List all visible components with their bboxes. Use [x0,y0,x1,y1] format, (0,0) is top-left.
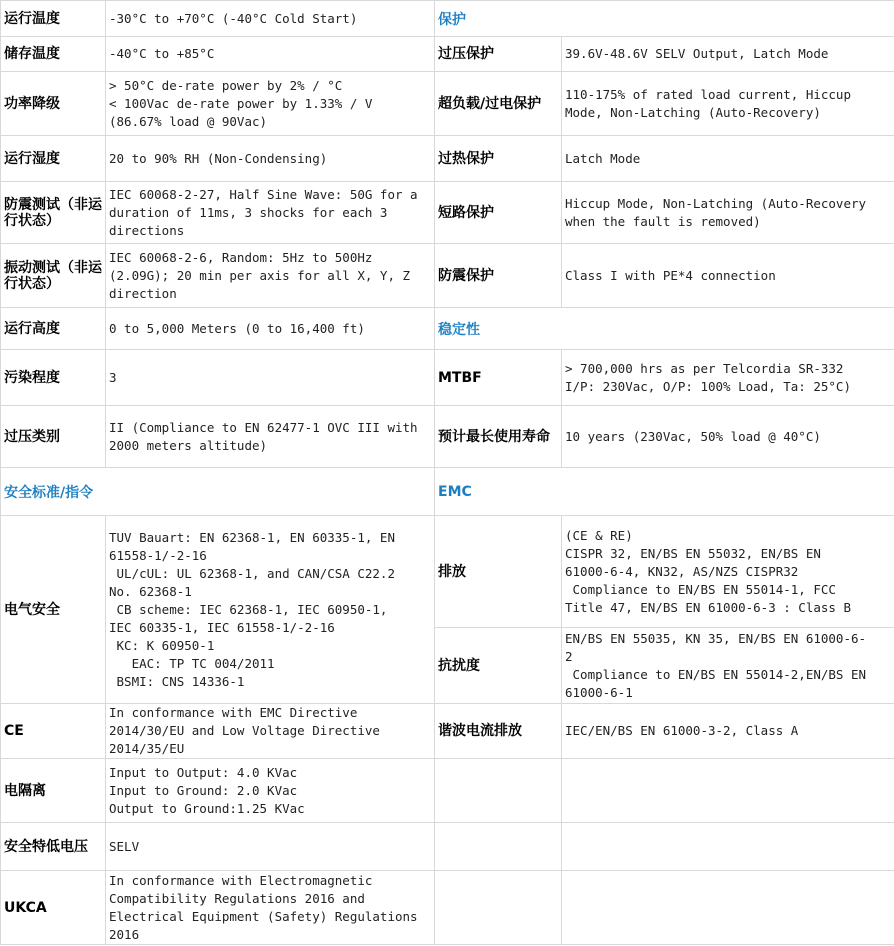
spec-row-ukca [1,871,894,945]
electrical-safety-line: TUV Bauart: EN 62368-1, EN 60335-1, EN [109,529,395,545]
spec-row-derating [1,72,894,136]
overvoltage-protection-value: 39.6V-48.6V SELV Output, Latch Mode [562,37,894,72]
harmonic-current-label: 谐波电流排放 [435,704,562,759]
pollution-label: 污染程度 [1,350,106,406]
spec-row-isolation [1,759,894,823]
emc-section-heading: EMC [435,468,894,516]
storage-temp-label: 储存温度 [1,37,106,72]
storage-temp-value: -40°C to +85°C [106,37,435,72]
electrical-safety-value [106,516,435,704]
harmonic-current-value: IEC/EN/BS EN 61000-3-2, Class A [562,704,894,759]
immunity-line: 2 [565,648,573,664]
spec-row-vibration-test [1,244,894,308]
electrical-safety-line: 61558-1/-2-16 [109,547,207,563]
isolation-value [106,759,435,823]
spec-row-section-headings [1,468,894,516]
derating-line: (86.67% load @ 90Vac) [109,113,268,129]
isolation-line: Input to Output: 4.0 KVac [109,764,298,780]
mtbf-line: I/P: 230Vac, O/P: 100% Load, Ta: 25°C) [565,378,851,394]
mtbf-value [562,350,894,406]
spec-row-shock-test [1,182,894,244]
vibration-test-value: IEC 60068-2-6, Random: 5Hz to 500Hz (2.09G); 20 min per axis for all X, Y, Z direction [106,244,435,308]
ce-value: In conformance with EMC Directive 2014/30/EU and Low Voltage Directive 2014/35/EU [106,704,435,759]
emission-line: Title 47, EN/BS EN 61000-6-3 : Class B [565,599,851,615]
spec-row-selv [1,823,894,871]
empty-cell [562,871,894,945]
immunity-label: 抗扰度 [435,628,562,704]
spec-row-overvoltage-category [1,406,894,468]
electrical-safety-line: KC: K 60950-1 [109,637,215,653]
protection-section-heading: 保护 [435,1,894,37]
spec-row-altitude [1,308,894,350]
overvoltage-category-value: II (Compliance to EN 62477-1 OVC III with 2000 meters altitude) [106,406,435,468]
empty-cell [435,871,562,945]
isolation-label: 电隔离 [1,759,106,823]
spec-row-operating-temp [1,1,894,37]
empty-cell [435,823,562,871]
vibration-test-label: 振动测试（非运行状态） [1,244,106,308]
overload-protection-label: 超负载/过电保护 [435,72,562,136]
immunity-line: EN/BS EN 55035, KN 35, EN/BS EN 61000-6- [565,630,867,646]
short-circuit-protection-value: Hiccup Mode, Non-Latching (Auto-Recovery when the fault is removed) [562,182,894,244]
overload-protection-value: 110-175% of rated load current, Hiccup Mode, Non-Latching (Auto-Recovery) [562,72,894,136]
lifetime-value: 10 years (230Vac, 50% load @ 40°C) [562,406,894,468]
empty-cell [562,823,894,871]
emission-line: CISPR 32, EN/BS EN 55032, EN/BS EN [565,545,821,561]
ukca-label: UKCA [1,871,106,945]
electrical-safety-line: BSMI: CNS 14336-1 [109,673,245,689]
derating-line: < 100Vac de-rate power by 1.33% / V [109,95,373,111]
overtemp-protection-value: Latch Mode [562,136,894,182]
shock-protection-label: 防震保护 [435,244,562,308]
selv-value: SELV [106,823,435,871]
mtbf-line: > 700,000 hrs as per Telcordia SR-332 [565,360,844,376]
shock-protection-value: Class I with PE*4 connection [562,244,894,308]
spec-row-storage-temp [1,37,894,72]
emission-value [562,516,894,628]
overvoltage-protection-label: 过压保护 [435,37,562,72]
immunity-value [562,628,894,704]
pollution-value: 3 [106,350,435,406]
selv-label: 安全特低电压 [1,823,106,871]
shock-test-label: 防震测试（非运行状态） [1,182,106,244]
humidity-label: 运行湿度 [1,136,106,182]
derating-value [106,72,435,136]
overvoltage-category-label: 过压类别 [1,406,106,468]
spec-row-humidity [1,136,894,182]
ukca-value: In conformance with Electromagnetic Compatibility Regulations 2016 and Electrical Equipment (Safety) Regulations 2016 [106,871,435,945]
overtemp-protection-label: 过热保护 [435,136,562,182]
altitude-value: 0 to 5,000 Meters (0 to 16,400 ft) [106,308,435,350]
isolation-line: Input to Ground: 2.0 KVac [109,782,298,798]
safety-section-heading: 安全标准/指令 [1,468,435,516]
emission-line: 61000-6-4, KN32, AS/NZS CISPR32 [565,563,799,579]
reliability-section-heading: 稳定性 [435,308,894,350]
derating-line: > 50°C de-rate power by 2% / °C [109,77,343,93]
empty-cell [435,759,562,823]
shock-test-value: IEC 60068-2-27, Half Sine Wave: 50G for a duration of 11ms, 3 shocks for each 3 directions [106,182,435,244]
operating-temp-value: -30°C to +70°C (-40°C Cold Start) [106,1,435,37]
electrical-safety-line: No. 62368-1 [109,583,192,599]
emission-line: (CE & RE) [565,527,633,543]
isolation-line: Output to Ground:1.25 KVac [109,800,305,816]
immunity-line: 61000-6-1 [565,684,633,700]
empty-cell [562,759,894,823]
electrical-safety-label: 电气安全 [1,516,106,704]
humidity-value: 20 to 90% RH (Non-Condensing) [106,136,435,182]
spec-row-ce [1,704,894,759]
immunity-line: Compliance to EN/BS EN 55014-2,EN/BS EN [565,666,867,682]
derating-label: 功率降级 [1,72,106,136]
altitude-label: 运行高度 [1,308,106,350]
ce-label: CE [1,704,106,759]
short-circuit-protection-label: 短路保护 [435,182,562,244]
spec-row-pollution [1,350,894,406]
operating-temp-label: 运行温度 [1,1,106,37]
emission-label: 排放 [435,516,562,628]
spec-row-electrical-safety [1,516,894,628]
electrical-safety-line: CB scheme: IEC 62368-1, IEC 60950-1, [109,601,388,617]
electrical-safety-line: UL/cUL: UL 62368-1, and CAN/CSA C22.2 [109,565,395,581]
electrical-safety-line: IEC 60335-1, IEC 61558-1/-2-16 [109,619,335,635]
electrical-safety-line: EAC: TP TC 004/2011 [109,655,275,671]
mtbf-label: MTBF [435,350,562,406]
lifetime-label: 预计最长使用寿命 [435,406,562,468]
emission-line: Compliance to EN/BS EN 55014-1, FCC [565,581,836,597]
